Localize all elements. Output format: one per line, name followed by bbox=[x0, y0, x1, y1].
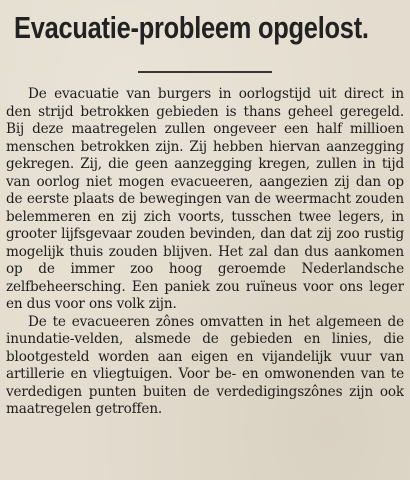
article-paragraph: De te evacueeren zônes omvatten in het algemeen de inundatie-velden, alsmede de gebieden en linies, die blootgesteld worden aan eigen en vijandelijk vuur van artillerie en vliegtuigen. Voor be- en omwonenden van te verdedigen punten buiten de verdedigingszônes zijn ook maatregelen getroffen. bbox=[6, 313, 404, 417]
article-body bbox=[6, 86, 404, 476]
headline: Evacuatie-probleem opgelost. bbox=[14, 10, 369, 45]
headline-divider bbox=[138, 71, 272, 73]
article-paragraph: De evacuatie van burgers in oorlogstijd uit direct in den strijd betrokken gebieden is thans geheel geregeld. Bij deze maatregelen zullen ongeveer een half millioen menschen betrokken zijn. Zij hebben hiervan aanzegging gekregen. Zij, die geen aanzegging kregen, zullen in tijd van oorlog niet mogen evacueeren, aangezien zij dan op de eerste plaats de bewegingen van de weermacht zouden belemmeren en zij zich voorts, tusschen twee legers, in grooter lijfsgevaar zouden bevinden, dan dat zij zoo rustig mogelijk thuis zouden blijven. Het zal dan dus aankomen op de immer zoo hoog geroemde Nederlandsche zelfbeheersching. Een paniek zou ruïneus voor ons leger en dus voor ons volk zijn. bbox=[6, 86, 404, 312]
